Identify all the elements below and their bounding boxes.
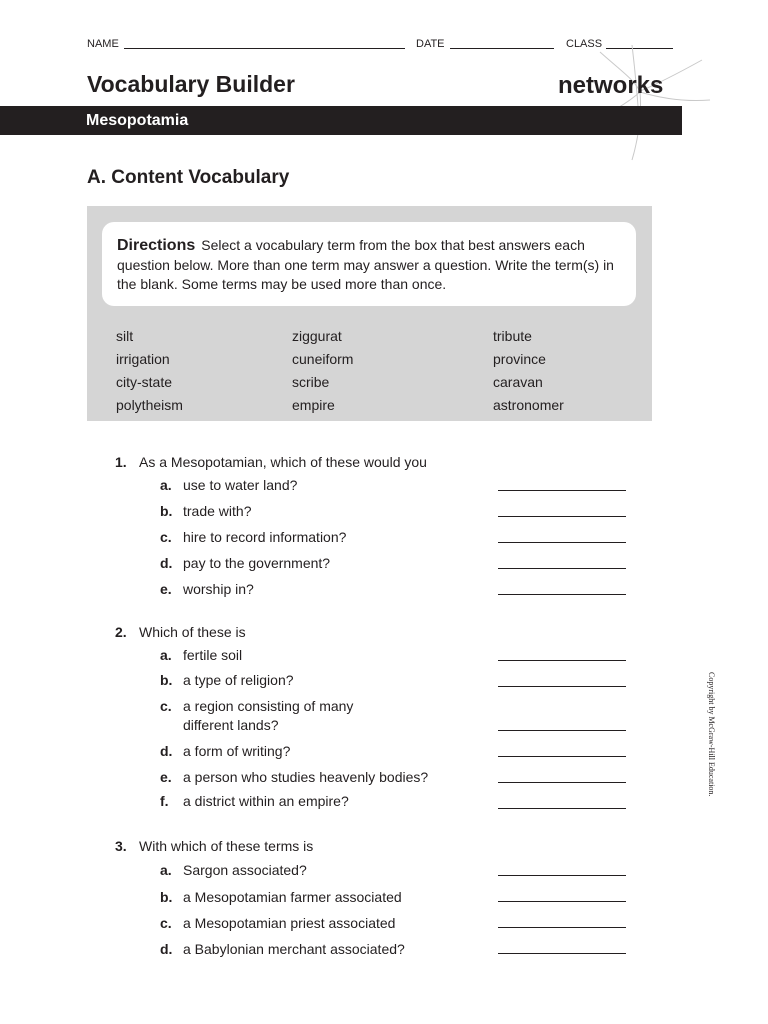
term: cuneiform — [292, 351, 354, 367]
directions-label: Directions — [117, 237, 196, 254]
item-letter: b. — [160, 672, 173, 688]
item-text: a Mesopotamian priest associated — [183, 915, 396, 931]
item-letter: c. — [160, 529, 172, 545]
answer-blank[interactable] — [498, 594, 626, 595]
date-field[interactable] — [450, 48, 554, 49]
class-field[interactable] — [606, 48, 673, 49]
item-letter: e. — [160, 769, 172, 785]
directions-box — [102, 222, 636, 306]
item-text: a form of writing? — [183, 743, 291, 759]
answer-blank[interactable] — [498, 953, 626, 954]
vocabulary-term-box — [87, 206, 652, 421]
item-text: pay to the government? — [183, 555, 331, 571]
item-text: a person who studies heavenly bodies? — [183, 769, 429, 785]
networks-logo: networks — [558, 72, 664, 99]
item-letter: a. — [160, 647, 172, 663]
term: polytheism — [116, 397, 183, 413]
term: scribe — [292, 374, 330, 390]
item-letter: d. — [160, 555, 173, 571]
item-letter: b. — [160, 889, 173, 905]
item-text: a type of religion? — [183, 672, 294, 688]
question-text: With which of these terms is — [139, 838, 314, 854]
answer-blank[interactable] — [498, 660, 626, 661]
answer-blank[interactable] — [498, 875, 626, 876]
item-letter: c. — [160, 915, 172, 931]
answer-blank[interactable] — [498, 901, 626, 902]
page-title: Vocabulary Builder — [87, 71, 295, 97]
item-text: use to water land? — [183, 477, 298, 493]
item-text: Sargon associated? — [183, 862, 307, 878]
answer-blank[interactable] — [498, 927, 626, 928]
copyright-notice: Copyright by McGraw-Hill Education. — [707, 672, 716, 797]
answer-blank[interactable] — [498, 542, 626, 543]
item-text: worship in? — [183, 581, 254, 597]
term: ziggurat — [292, 328, 342, 344]
section-heading: A. Content Vocabulary — [87, 167, 290, 188]
term: irrigation — [116, 351, 170, 367]
question-text: Which of these is — [139, 624, 246, 640]
item-letter: f. — [160, 793, 169, 809]
banner-title: Mesopotamia — [86, 112, 189, 129]
logo-swirl-decoration — [540, 40, 720, 165]
item-letter: d. — [160, 743, 173, 759]
item-letter: d. — [160, 941, 173, 957]
answer-blank[interactable] — [498, 782, 626, 783]
term: caravan — [493, 374, 543, 390]
item-letter: b. — [160, 503, 173, 519]
answer-blank[interactable] — [498, 686, 626, 687]
item-text: hire to record information? — [183, 529, 347, 545]
question-number: 3. — [115, 838, 127, 854]
name-label: NAME — [87, 38, 119, 50]
item-text: trade with? — [183, 503, 252, 519]
item-letter: c. — [160, 698, 172, 714]
question-number: 1. — [115, 454, 127, 470]
topic-banner — [0, 106, 682, 135]
item-text: a Mesopotamian farmer associated — [183, 889, 402, 905]
item-text: a district within an empire? — [183, 793, 349, 809]
date-label: DATE — [416, 38, 445, 50]
term: city-state — [116, 374, 173, 390]
answer-blank[interactable] — [498, 808, 626, 809]
item-text: a region consisting of many — [183, 698, 354, 714]
item-letter: a. — [160, 477, 172, 493]
answer-blank[interactable] — [498, 516, 626, 517]
item-text-continuation: different lands? — [183, 717, 279, 733]
item-letter: e. — [160, 581, 172, 597]
answer-blank[interactable] — [498, 490, 626, 491]
term: silt — [116, 328, 134, 344]
term: province — [493, 351, 546, 367]
directions-text: Select a vocabulary term from the box that best answers each question below. More than one term may answer a question. Write the term(s) in the blank. Some terms may be used more than once. — [117, 237, 614, 292]
term: astronomer — [493, 397, 564, 413]
question-text: As a Mesopotamian, which of these would you — [139, 454, 427, 470]
answer-blank[interactable] — [498, 730, 626, 731]
answer-blank[interactable] — [498, 568, 626, 569]
class-label: CLASS — [566, 38, 603, 50]
item-text: fertile soil — [183, 647, 243, 663]
item-text: a Babylonian merchant associated? — [183, 941, 405, 957]
item-letter: a. — [160, 862, 172, 878]
term: empire — [292, 397, 335, 413]
term: tribute — [493, 328, 532, 344]
answer-blank[interactable] — [498, 756, 626, 757]
question-number: 2. — [115, 624, 127, 640]
name-field[interactable] — [124, 48, 405, 49]
